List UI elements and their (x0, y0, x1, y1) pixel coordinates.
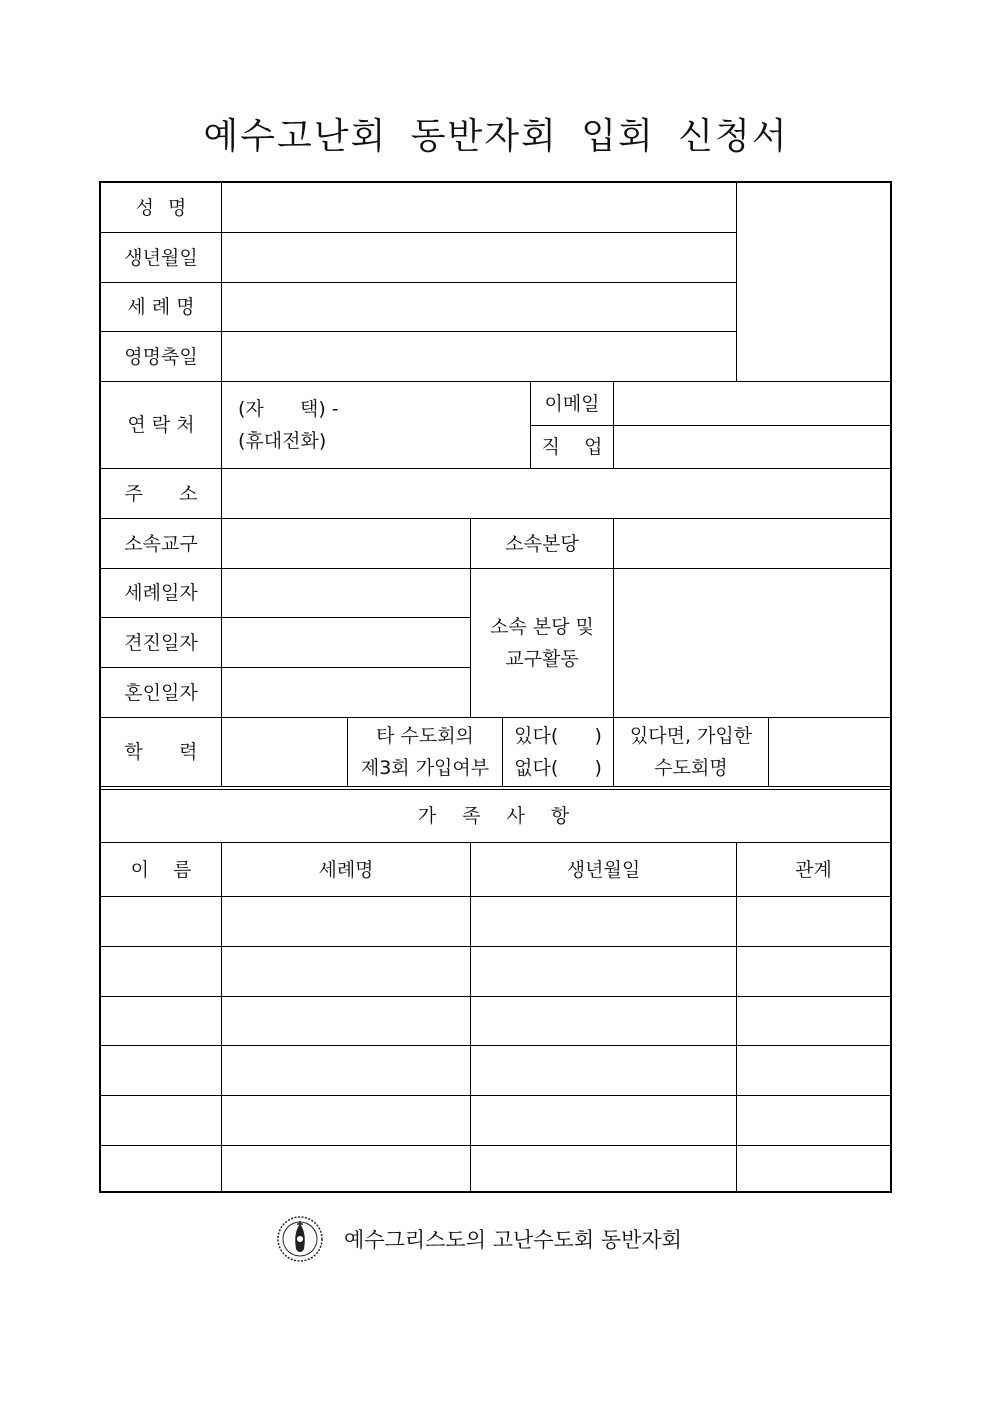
third-order-line1: 타 수도회의 (376, 725, 474, 747)
birth-field[interactable] (222, 233, 736, 282)
baptism-date-field[interactable] (222, 569, 470, 617)
label-education: 학 력 (124, 741, 198, 763)
family-header-baptismal-name: 세례명 (318, 858, 374, 881)
table-row[interactable] (101, 1046, 890, 1095)
home-phone-label: (자 택) - (238, 398, 339, 420)
confirmation-date-field[interactable] (222, 618, 470, 667)
table-row[interactable] (101, 947, 890, 996)
label-confirmation-date: 견진일자 (124, 631, 198, 654)
label-parish-activity (471, 569, 613, 717)
footer-text: 예수그리스도의 고난수도회 동반자회 (344, 1228, 682, 1252)
label-occupation: 직 업 (541, 436, 603, 458)
table-row[interactable] (101, 897, 890, 946)
family-header-birth: 생년월일 (566, 858, 641, 881)
order-name-field[interactable] (769, 718, 890, 786)
third-order-choice[interactable] (503, 718, 613, 786)
label-contact: 연 락 처 (127, 414, 195, 436)
label-parish: 소속본당 (505, 532, 579, 555)
label-diocese: 소속교구 (124, 532, 198, 555)
application-form (99, 181, 892, 1193)
family-header-relation: 관계 (795, 858, 832, 881)
marriage-date-field[interactable] (222, 668, 470, 717)
name-field[interactable] (222, 183, 736, 232)
contact-phones[interactable] (238, 382, 530, 468)
label-baptismal-name: 세 례 명 (127, 296, 195, 318)
table-row[interactable] (101, 1096, 890, 1145)
if-yes-line2: 수도회명 (654, 757, 728, 779)
family-section-title: 가 족 사 항 (417, 805, 574, 827)
diocese-field[interactable] (222, 519, 470, 568)
email-field[interactable] (614, 382, 890, 425)
parish-field[interactable] (614, 519, 890, 568)
passionist-emblem-icon (276, 1215, 324, 1263)
third-order-line2: 제3회 가입여부 (360, 757, 490, 779)
if-yes-line1: 있다면, 가입한 (629, 725, 753, 747)
label-third-order (348, 718, 502, 786)
feast-day-field[interactable] (222, 332, 736, 381)
baptismal-name-field[interactable] (222, 283, 736, 331)
photo-box[interactable] (737, 183, 890, 381)
table-row[interactable] (101, 1146, 890, 1191)
label-email: 이메일 (544, 392, 600, 415)
family-header-name: 이 름 (130, 858, 192, 881)
label-marriage-date: 혼인일자 (124, 681, 198, 704)
footer (276, 1214, 682, 1264)
yes-option[interactable]: 있다( ) (514, 725, 602, 747)
grid-line (101, 786, 890, 787)
education-field[interactable] (222, 718, 347, 786)
label-baptism-date: 세례일자 (124, 582, 198, 604)
page-title: 예수고난회 동반자회 입회 신청서 (203, 116, 789, 157)
label-order-name (614, 718, 768, 786)
label-birth: 생년월일 (124, 246, 198, 269)
address-field[interactable] (222, 469, 890, 518)
parish-activity-field[interactable] (614, 569, 890, 717)
label-name: 성 명 (135, 196, 187, 219)
no-option[interactable]: 없다( ) (514, 757, 602, 779)
label-address: 주 소 (124, 482, 198, 505)
table-row[interactable] (101, 997, 890, 1045)
mobile-phone-label: (휴대전화) (238, 430, 327, 452)
parish-activity-line1: 소속 본당 및 (490, 616, 594, 638)
occupation-field[interactable] (614, 426, 890, 468)
label-feast-day: 영명축일 (124, 345, 198, 368)
parish-activity-line2: 교구활동 (505, 648, 579, 670)
